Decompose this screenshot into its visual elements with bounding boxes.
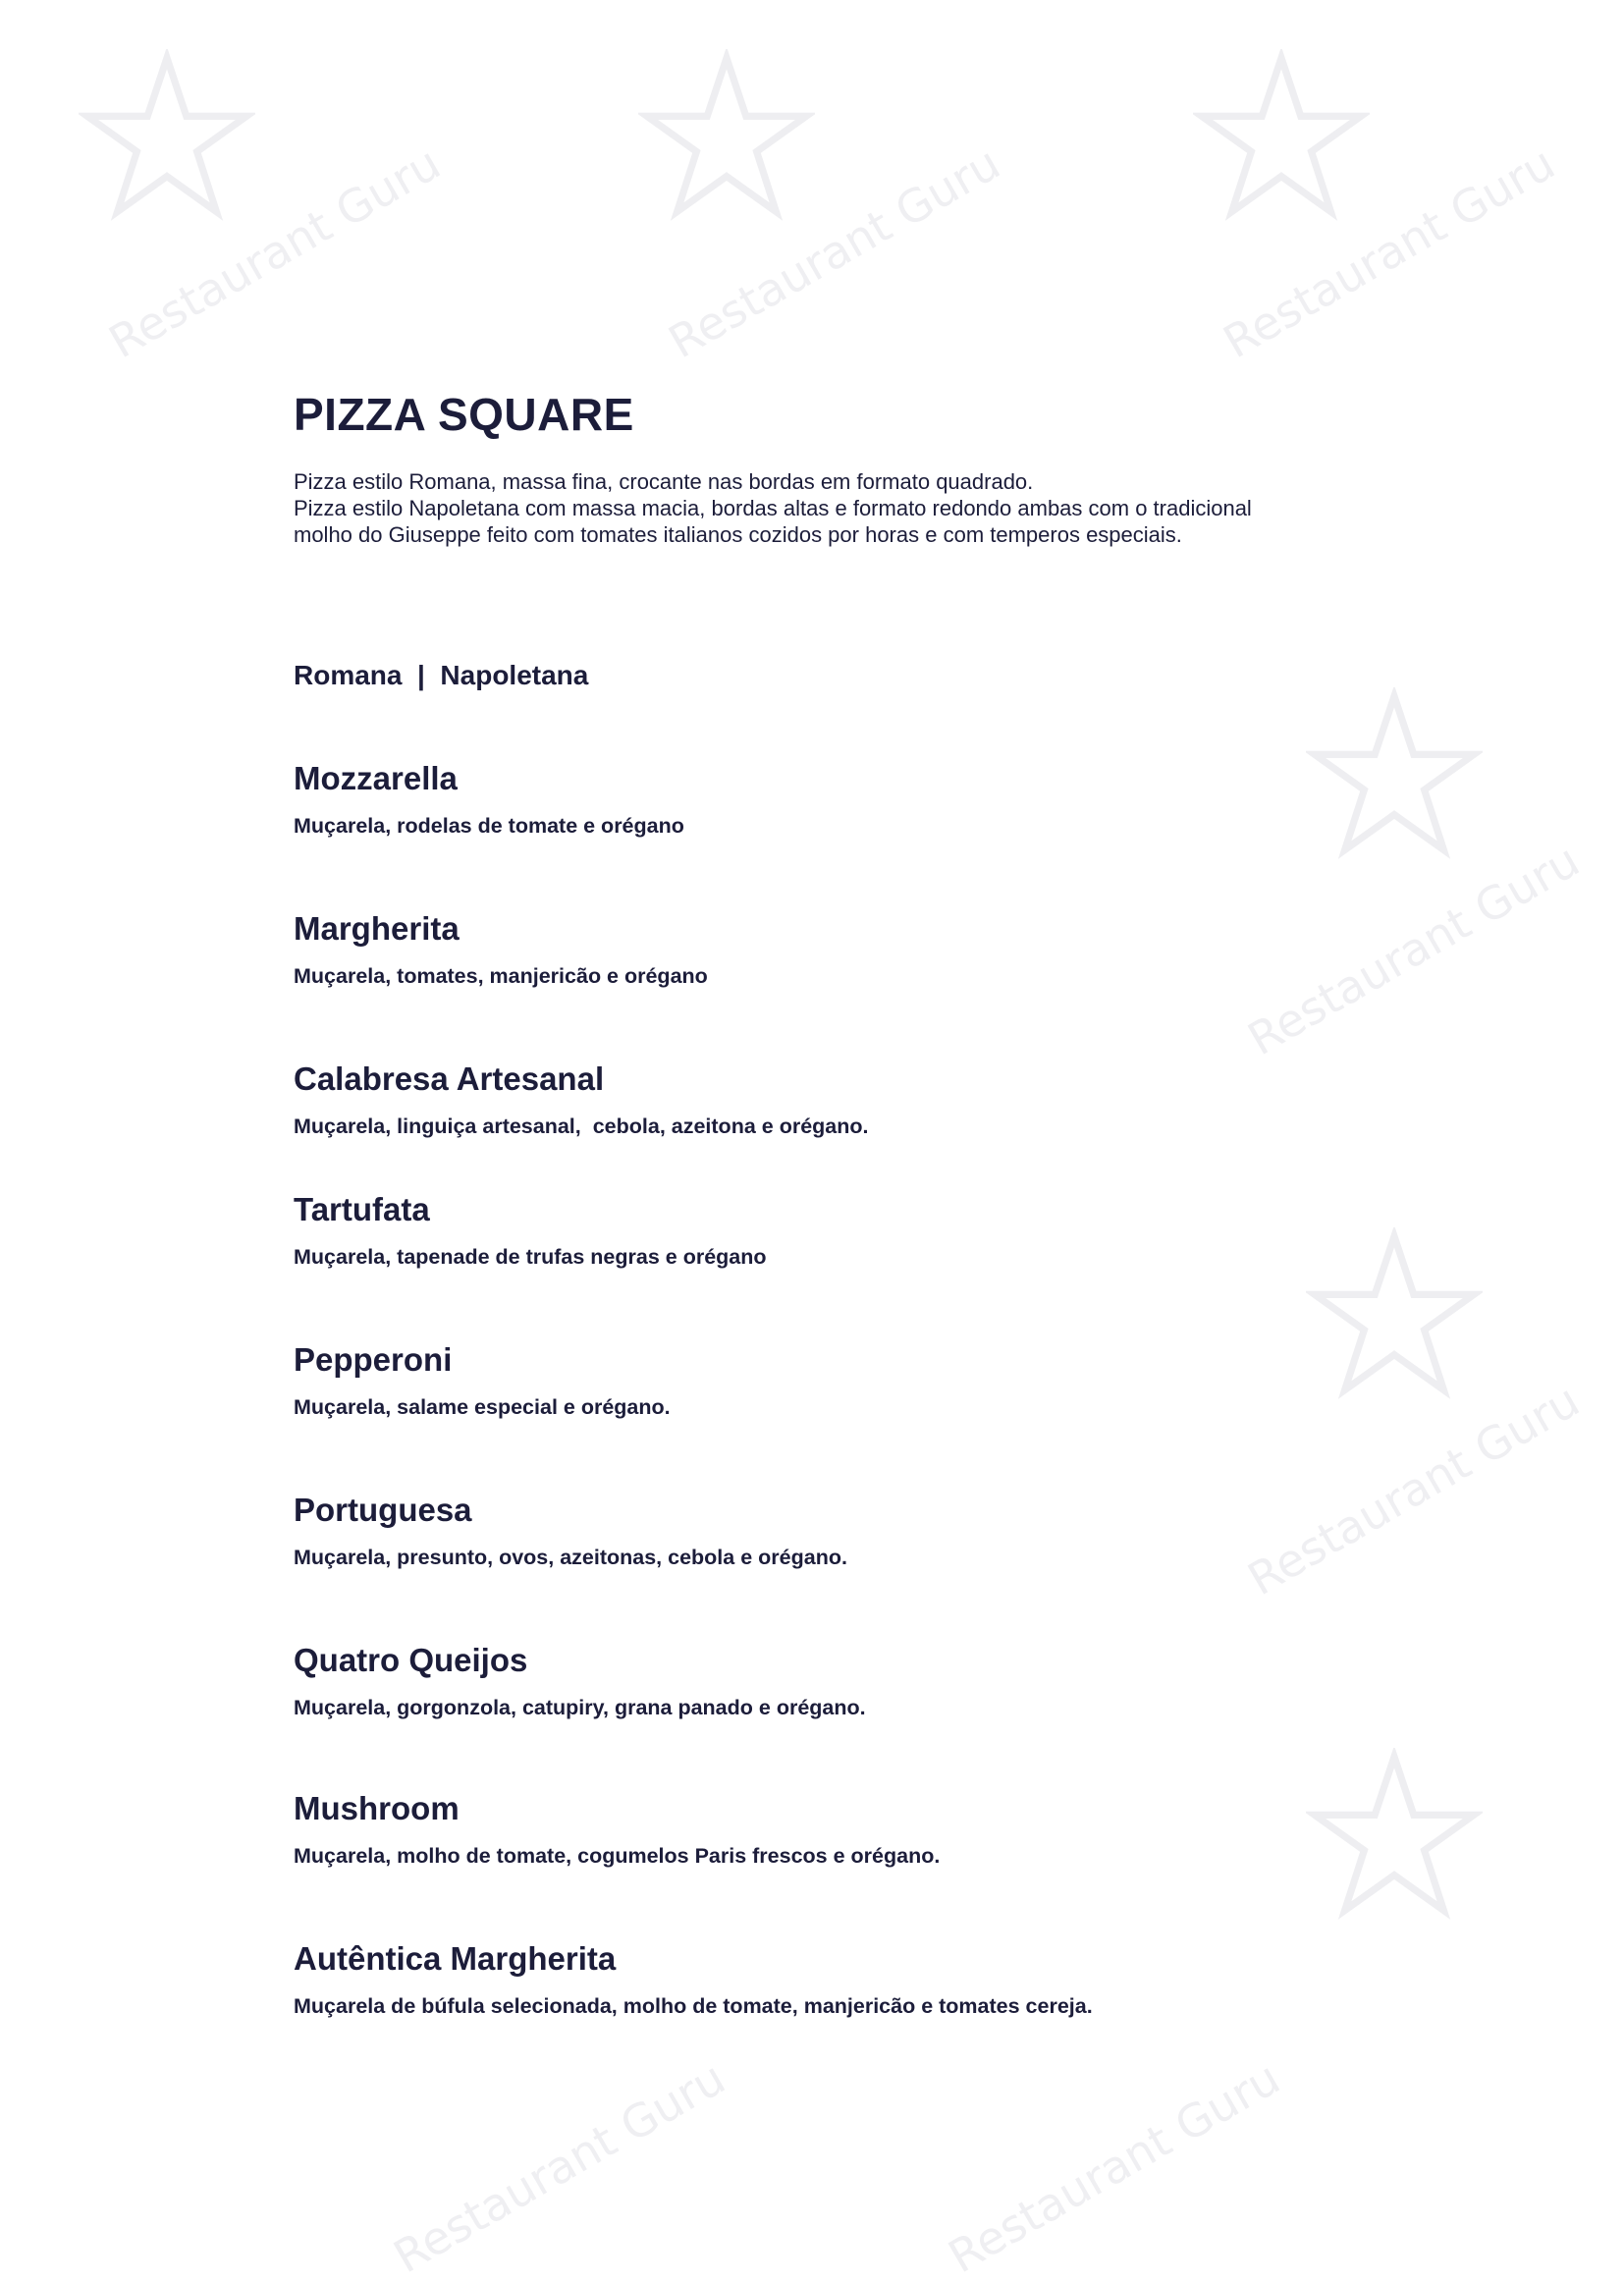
- item-name: Quatro Queijos: [294, 1642, 528, 1678]
- watermark-logo-icon: [79, 49, 255, 226]
- watermark-text: Restaurant Guru: [1214, 136, 1564, 369]
- page-title: PIZZA SQUARE: [294, 389, 634, 440]
- watermark-text: Restaurant Guru: [939, 2050, 1289, 2283]
- description-line: Pizza estilo Napoletana com massa macia, bordas altas e formato redondo ambas com o tradicional: [294, 496, 1252, 520]
- description-line: Pizza estilo Romana, massa fina, crocante nas bordas em formato quadrado.: [294, 469, 1034, 494]
- item-description: Muçarela, gorgonzola, catupiry, grana panado e orégano.: [294, 1696, 866, 1719]
- item-name: Margherita: [294, 910, 460, 947]
- item-name: Mushroom: [294, 1790, 460, 1826]
- watermark-text: Restaurant Guru: [1238, 833, 1589, 1066]
- watermark-logo-icon: [1306, 687, 1483, 864]
- watermark-text: Restaurant Guru: [659, 136, 1009, 369]
- watermark-logo-icon: [1306, 1227, 1483, 1404]
- item-name: Autêntica Margherita: [294, 1940, 617, 1977]
- item-description: Muçarela, molho de tomate, cogumelos Paris frescos e orégano.: [294, 1844, 941, 1868]
- watermark-text: Restaurant Guru: [1238, 1373, 1589, 1606]
- item-description: Muçarela, presunto, ovos, azeitonas, cebola e orégano.: [294, 1546, 847, 1569]
- watermark-logo-icon: [1306, 1748, 1483, 1925]
- watermark-logo-icon: [638, 49, 815, 226]
- description-line: molho do Giuseppe feito com tomates italianos cozidos por horas e com temperos especiais.: [294, 522, 1182, 547]
- pizza-styles-label: Romana | Napoletana: [294, 660, 589, 690]
- watermark-text: Restaurant Guru: [384, 2050, 734, 2283]
- item-name: Mozzarella: [294, 760, 458, 796]
- watermark-logo-icon: [1193, 49, 1370, 226]
- item-description: Muçarela, salame especial e orégano.: [294, 1395, 671, 1419]
- watermark-text: Restaurant Guru: [99, 136, 450, 369]
- item-description: Muçarela, rodelas de tomate e orégano: [294, 814, 684, 838]
- item-name: Pepperoni: [294, 1341, 453, 1378]
- item-description: Muçarela, tapenade de trufas negras e orégano: [294, 1245, 767, 1269]
- item-name: Portuguesa: [294, 1492, 472, 1528]
- item-name: Tartufata: [294, 1191, 430, 1227]
- item-description: Muçarela, linguiça artesanal, cebola, azeitona e orégano.: [294, 1114, 869, 1138]
- item-description: Muçarela, tomates, manjericão e orégano: [294, 964, 708, 988]
- menu-description: [294, 468, 1423, 548]
- item-description: Muçarela de búfula selecionada, molho de tomate, manjericão e tomates cereja.: [294, 1994, 1093, 2018]
- item-name: Calabresa Artesanal: [294, 1060, 605, 1097]
